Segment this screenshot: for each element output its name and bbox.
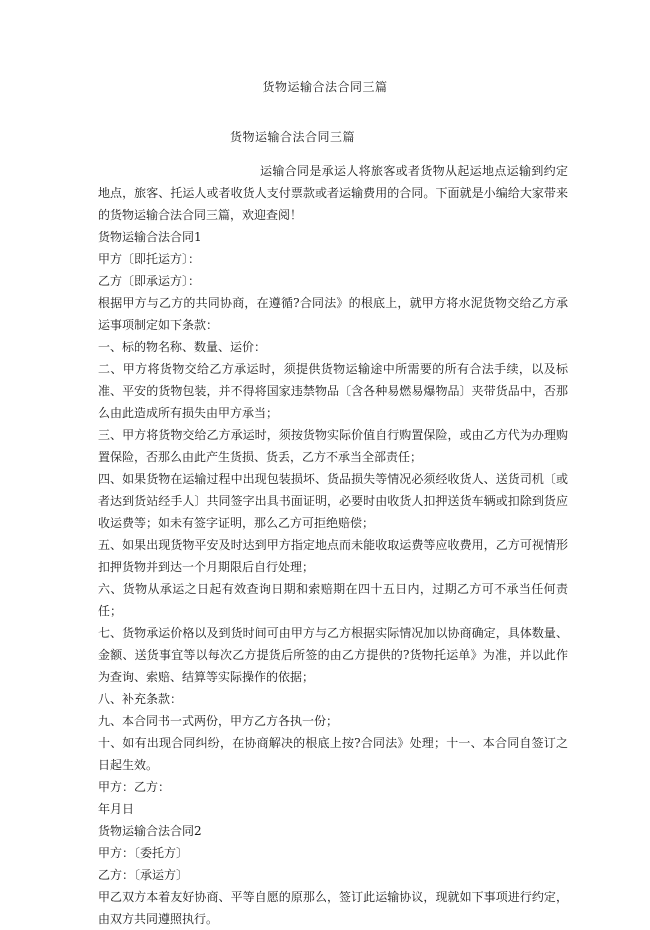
clause-1: 一、标的物名称、数量、运价： — [98, 340, 267, 354]
clause-7: 七、货物承运价格以及到货时间可由甲方与乙方根据实际情况加以协商确定，具体数量、金额、送货事宜等以每次乙方提货后所签的由乙方提供的?货物托运单》为准，并以此作为查询、索赔、结算等实际操作的依据； — [98, 626, 568, 684]
clause-10: 十、如有出现合同纠纷，在协商解决的根底上按?合同法》处理；十一、本合同自签订之日起生效。 — [98, 736, 568, 772]
signature-line: 甲方：乙方： — [98, 780, 171, 794]
document-title: 货物运输合法合同三篇 — [229, 130, 355, 144]
clause-5: 五、如果出现货物平安及时达到甲方指定地点而未能收取运费等应收费用，乙方可视情形扣押货物并到达一个月期限后自行处理； — [98, 538, 568, 574]
party-b-line: 乙方：〔承运方〕 — [98, 868, 189, 882]
intro-paragraph: 运输合同是承运人将旅客或者货物从起运地点运输到约定地点，旅客、托运人或者收货人支付票款或者运输费用的合同。下面就是小编给大家带来的货物运输合法合同三篇，欢迎查阅！ — [98, 164, 568, 222]
section-heading: 货物运输合法合同1 — [98, 230, 202, 244]
body-paragraph: 根据甲方与乙方的共同协商，在遵循?合同法》的根底上，就甲方将水泥货物交给乙方承运事项制定如下条款： — [98, 296, 568, 332]
page-header-title: 货物运输合法合同三篇 — [262, 80, 388, 94]
party-a-line: 甲方：〔委托方〕 — [98, 846, 189, 860]
clause-3: 三、甲方将货物交给乙方承运时，须按货物实际价值自行购置保险，或由乙方代为办理购置保险，否那么由此产生货损、货丢，乙方不承当全部责任； — [98, 428, 568, 464]
clause-4: 四、如果货物在运输过程中出现包装损坏、货品损失等情况必须经收货人、送货司机〔或者达到货站经手人〕共同签字出具书面证明，必要时由收货人扣押送货车辆或扣除到货应收运费等；如未有签字证明，那么乙方可拒绝赔偿； — [98, 472, 568, 530]
clause-8: 八、补充条款： — [98, 692, 183, 706]
date-line: 年月日 — [98, 802, 135, 816]
document-body — [98, 160, 568, 930]
body-paragraph: 甲乙双方本着友好协商、平等自愿的原那么，签订此运输协议，现就如下事项进行约定，由双方共同遵照执行。 — [98, 890, 568, 926]
party-a-line: 甲方〔即托运方〕： — [98, 252, 201, 266]
clause-2: 二、甲方将货物交给乙方承运时，须提供货物运输途中所需要的所有合法手续，以及标准、平安的货物包装，并不得将国家违禁物品〔含各种易燃易爆物品〕夹带货品中，否那么由此造成所有损失由甲方承当； — [98, 362, 568, 420]
party-b-line: 乙方〔即承运方〕： — [98, 274, 201, 288]
section-heading: 货物运输合法合同2 — [98, 824, 202, 838]
clause-9: 九、本合同书一式两份，甲方乙方各执一份； — [98, 714, 339, 728]
clause-6: 六、货物从承运之日起有效查询日期和索赔期在四十五日内，过期乙方可不承当任何责任； — [98, 582, 568, 618]
